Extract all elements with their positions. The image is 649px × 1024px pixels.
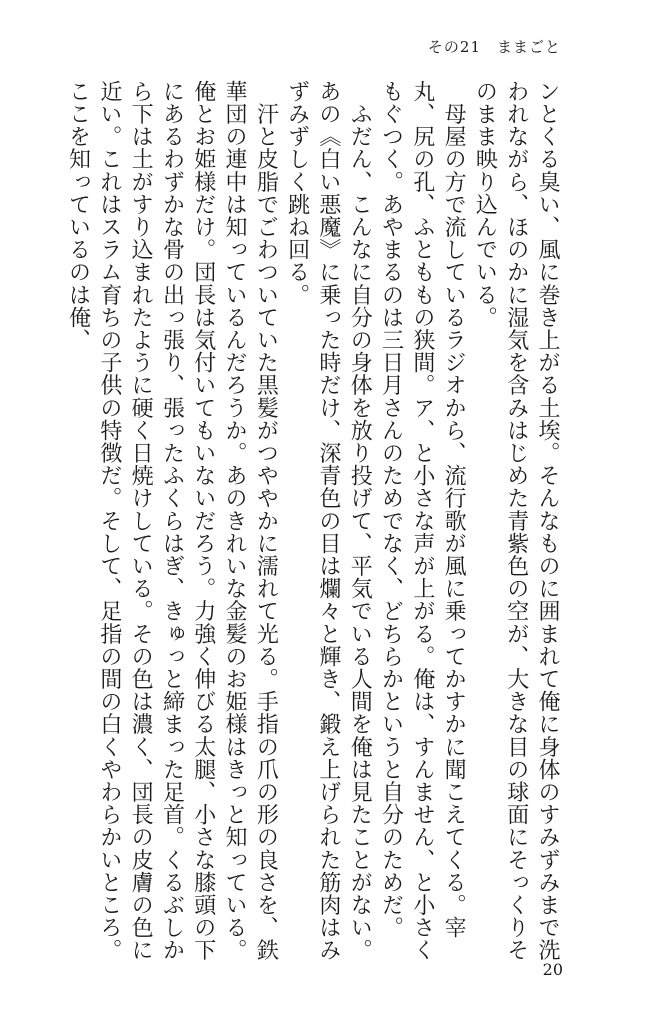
body-text (63, 80, 563, 970)
paragraph: 汗と皮脂でごわついていた黒髪がつややかに濡れて光る。手指の爪の形の良さを、鉄華団の連中は知っているんだろうか。あのきれいな金髪のお姫様はきっと知っている。俺とお姫様だけ。団長は気付いてもいないだろう。力強く伸びる太腿、小さな膝頭の下にあるわずかな骨の出っ張り、張ったふくらはぎ、きゅっと締まった足首。くるぶしから下は土がすり込まれたように硬く日焼けしている。その色は濃く、団長の皮膚の色に近い。これはスラム育ちの子供の特徴だ。そして、足指の間の白くやわらかいところ。ここを知っているのは俺、 (65, 80, 279, 962)
paragraph: ンとくる臭い、風に巻き上がる土埃。そんなものに囲まれて俺に身体のすみずみまで洗われながら、ほのかに湿気を含みはじめた青紫色の空が、大きな目の球面にそっくりそのまま映り込んでいる。 (472, 80, 560, 962)
paragraph: ふだん、こんなに自分の身体を放り投げて、平気でいる人間を俺は見たことがない。あの《白い悪魔》に乗った時だけ、深青色の目は爛々と輝き、鍛え上げられた筋肉はみずみずしく跳ね回る。 (284, 80, 373, 962)
page-number: 20 (542, 960, 563, 979)
paragraph: 母屋の方で流しているラジオから、流行歌が風に乗ってかすかに聞こえてくる。宰丸、尻の孔、ふとももの狭間。ア、と小さな声が上がる。俺は、すんません、と小さくもぐつく。あやまるのは三日月さんのためでなく、どちらかというと自分のためだ。 (378, 80, 467, 962)
running-head: その21 ままごと (427, 38, 561, 56)
